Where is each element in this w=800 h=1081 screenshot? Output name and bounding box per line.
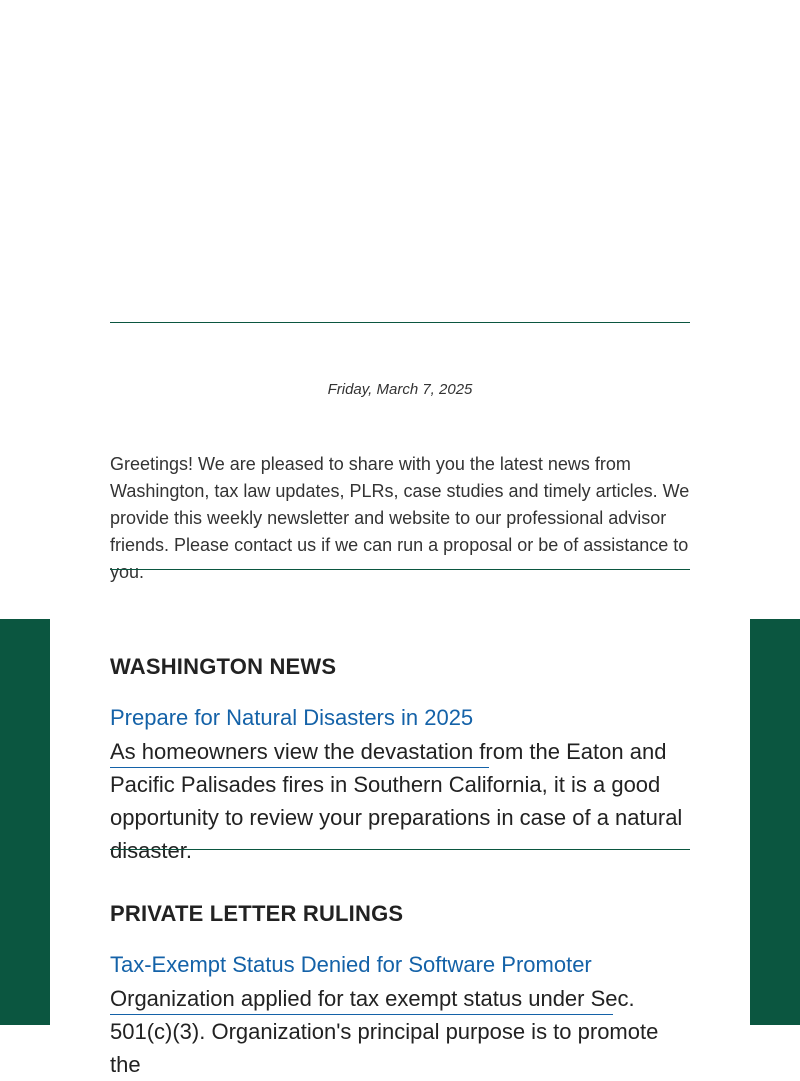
article-link-natural-disasters[interactable]: Prepare for Natural Disasters in 2025 <box>110 705 474 730</box>
newsletter-date: Friday, March 7, 2025 <box>327 381 473 398</box>
greeting-text: Greetings! We are pleased to share with you the latest news from Washington, tax law updates, PLRs, case studies and timely articles. We provide this weekly newsletter and website to our professional advisor friends. Please contact us if we can run a proposal or be of assistance to you. <box>110 454 690 582</box>
section-divider <box>110 849 690 850</box>
greeting-divider <box>110 569 690 570</box>
section-heading-private-letter-rulings: PRIVATE LETTER RULINGS <box>110 901 404 926</box>
section-heading-washington-news: WASHINGTON NEWS <box>110 654 337 679</box>
header-divider <box>110 322 690 323</box>
link-underline <box>110 767 489 768</box>
link-underline <box>110 1014 613 1015</box>
article-summary-natural-disasters: As homeowners view the devastation from the Eaton and Pacific Palisades fires in Southern California, it is a good opportunity to review your preparations in case of a natural disaster. <box>110 739 683 863</box>
article-link-software-promoter[interactable]: Tax-Exempt Status Denied for Software Promoter <box>110 952 592 977</box>
article-summary-software-promoter: Organization applied for tax exempt status under Sec. 501(c)(3). Organization's principal purpose is to promote the <box>110 986 659 1077</box>
